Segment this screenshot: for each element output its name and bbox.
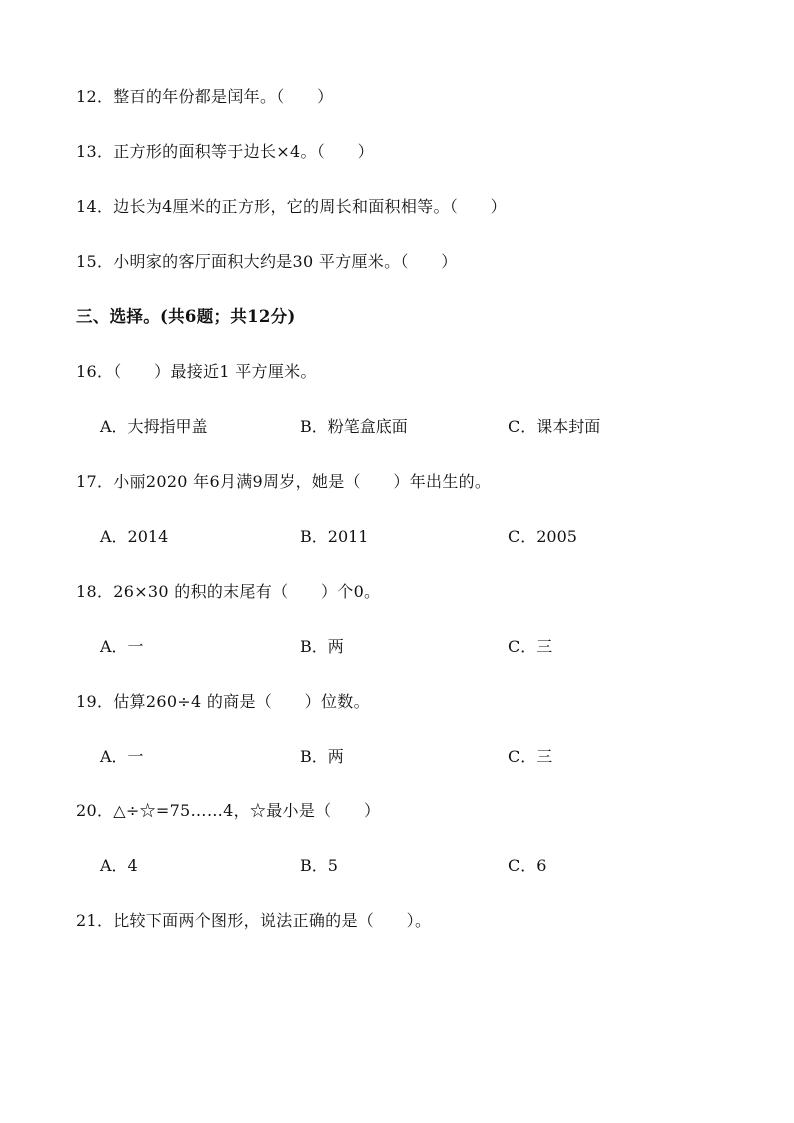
option-16-c: C．课本封面 <box>508 417 601 436</box>
question-15: 15．小明家的客厅面积大约是30 平方厘米。（ ） <box>76 252 458 271</box>
option-17-c: C．2005 <box>508 527 577 546</box>
option-16-b: B．粉笔盒底面 <box>300 417 408 436</box>
option-18-c: C．三 <box>508 637 553 656</box>
option-20-a: A．4 <box>100 856 138 875</box>
question-18: 18．26×30 的积的末尾有（ ）个0。 <box>76 582 381 601</box>
question-16: 16．（ ）最接近1 平方厘米。 <box>76 362 317 381</box>
option-17-a: A．2014 <box>100 527 169 546</box>
question-19: 19．估算260÷4 的商是（ ）位数。 <box>76 692 370 711</box>
question-17: 17．小丽2020 年6月满9周岁，她是（ ）年出生的。 <box>76 472 492 491</box>
option-19-c: C．三 <box>508 747 553 766</box>
option-17-b: B．2011 <box>300 527 369 546</box>
option-18-a: A．一 <box>100 637 144 656</box>
question-20: 20．△÷☆=75……4，☆最小是（ ） <box>76 801 381 820</box>
option-20-c: C．6 <box>508 856 547 875</box>
option-16-a: A．大拇指甲盖 <box>100 417 208 436</box>
option-20-b: B．5 <box>300 856 338 875</box>
question-21: 21．比较下面两个图形，说法正确的是（ ）。 <box>76 911 432 930</box>
option-19-b: B．两 <box>300 747 344 766</box>
option-19-a: A．一 <box>100 747 144 766</box>
question-12: 12．整百的年份都是闰年。（ ） <box>76 87 334 106</box>
option-18-b: B．两 <box>300 637 344 656</box>
section-heading: 三、选择。(共6题；共12分) <box>76 307 296 326</box>
question-13: 13．正方形的面积等于边长×4。（ ） <box>76 142 374 161</box>
question-14: 14．边长为4厘米的正方形，它的周长和面积相等。（ ） <box>76 197 507 216</box>
